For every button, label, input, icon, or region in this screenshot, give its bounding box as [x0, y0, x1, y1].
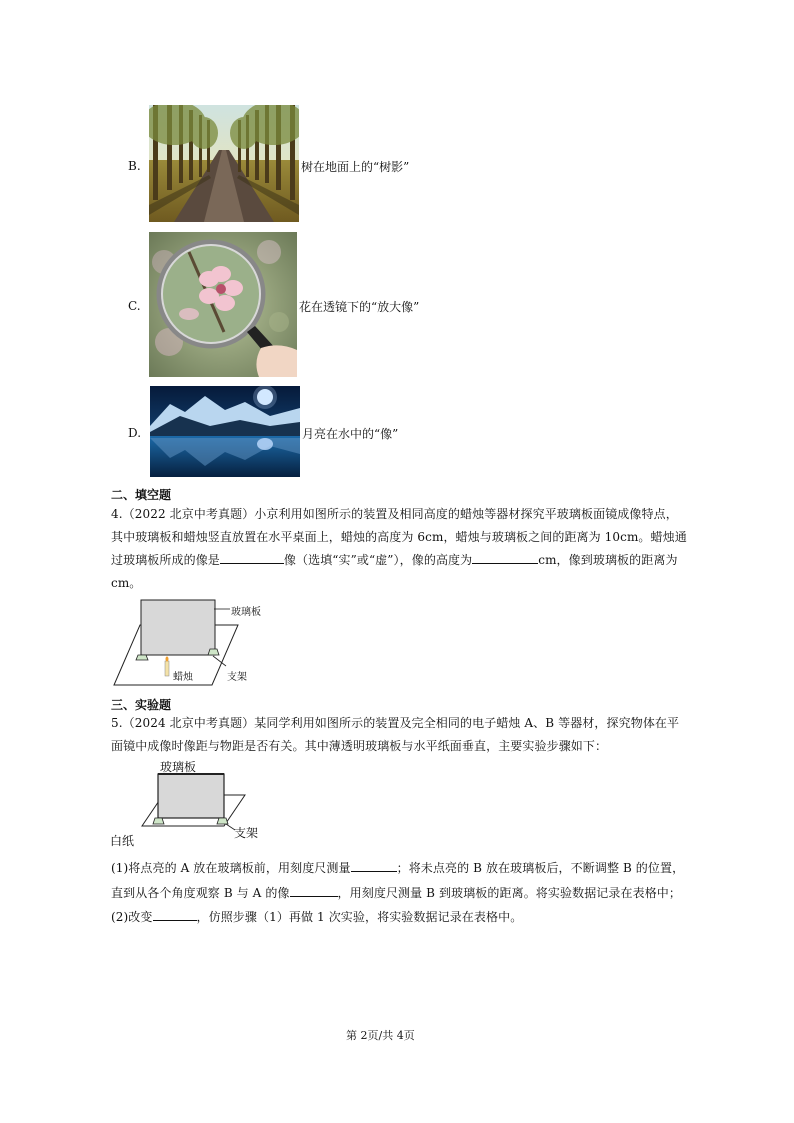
q4-line-4: [111, 574, 141, 591]
magnifier-flower-photo: [149, 232, 297, 377]
tree-lined-road-photo: [149, 105, 299, 222]
q4-text-d: cm。: [111, 576, 142, 590]
q5-step1-text-c: 直到从各个角度观察 B 与 A 的像: [111, 886, 290, 900]
answer-blank-coincide[interactable]: [290, 884, 338, 897]
option-c-letter: C.: [128, 299, 141, 313]
q5-label-stand: 支架: [234, 826, 259, 840]
answer-blank-image-height[interactable]: [472, 551, 538, 564]
q5-figure: [110, 756, 290, 848]
q4-text-a: 过玻璃板所成的像是: [111, 553, 220, 567]
q4-label-candle: 蜡烛: [173, 672, 193, 683]
answer-blank-image-type[interactable]: [220, 551, 284, 564]
q5-step-2: [111, 908, 522, 925]
q5-step-1-cont: [111, 884, 681, 901]
option-d-caption: 月亮在水中的“像”: [302, 427, 399, 441]
q4-line-2: 其中玻璃板和蜡烛竖直放置在水平桌面上，蜡烛的高度为 6cm，蜡烛与玻璃板之间的距离为 10cm。蜡烛通: [111, 530, 687, 544]
q4-figure: [110, 593, 290, 693]
q5-step1-text-d: ，用刻度尺测量 B 到玻璃板的距离。将实验数据记录在表格中；: [337, 886, 681, 900]
q5-line-2: 面镜中成像时像距与物距是否有关。其中薄透明玻璃板与水平纸面垂直，主要实验步骤如下：: [111, 739, 608, 753]
q5-step1-text-b: ；将未点亮的 B 放在玻璃板后，不断调整 B 的位置，: [396, 861, 685, 875]
option-c-caption: 花在透镜下的“放大像”: [299, 300, 420, 314]
q4-text-b: 像（选填“实”或“虚”），像的高度为: [283, 553, 473, 567]
q4-label-stand: 支架: [227, 672, 247, 683]
option-b-letter: B.: [128, 159, 141, 173]
q5-step1-text-a: (1)将点亮的 A 放在玻璃板前，用刻度尺测量: [111, 861, 351, 875]
q5-step2-text-b: ，仿照步骤（1）再做 1 次实验，将实验数据记录在表格中。: [196, 910, 523, 924]
q5-label-glass: 玻璃板: [160, 760, 197, 774]
q5-step-1: [111, 859, 684, 876]
q4-label-glass: 玻璃板: [231, 607, 261, 618]
section-heading-experiment: 三、实验题: [111, 698, 172, 712]
q4-line-1: 4.（2022 北京中考真题）小京利用如图所示的装置及相同高度的蜡烛等器材探究平玻璃板面镜成像特点，: [111, 507, 678, 521]
q5-label-paper: 白纸: [110, 834, 135, 848]
moon-over-lake-photo: [150, 386, 300, 477]
q5-line-1: 5.（2024 北京中考真题）某同学利用如图所示的装置及完全相同的电子蜡烛 A、B 等器材，探究物体在平: [111, 716, 680, 730]
page-footer: 第 2页/共 4页: [346, 1029, 415, 1042]
answer-blank-change[interactable]: [153, 908, 197, 921]
q4-line-3: [111, 551, 678, 568]
q5-step2-text-a: (2)改变: [111, 910, 153, 924]
option-b-caption: 树在地面上的“树影”: [301, 160, 410, 174]
answer-blank-measure[interactable]: [351, 859, 397, 872]
option-d-letter: D.: [128, 426, 142, 440]
section-heading-fill-in: 二、填空题: [111, 488, 172, 502]
q4-text-c: cm，像到玻璃板的距离为: [538, 553, 678, 567]
